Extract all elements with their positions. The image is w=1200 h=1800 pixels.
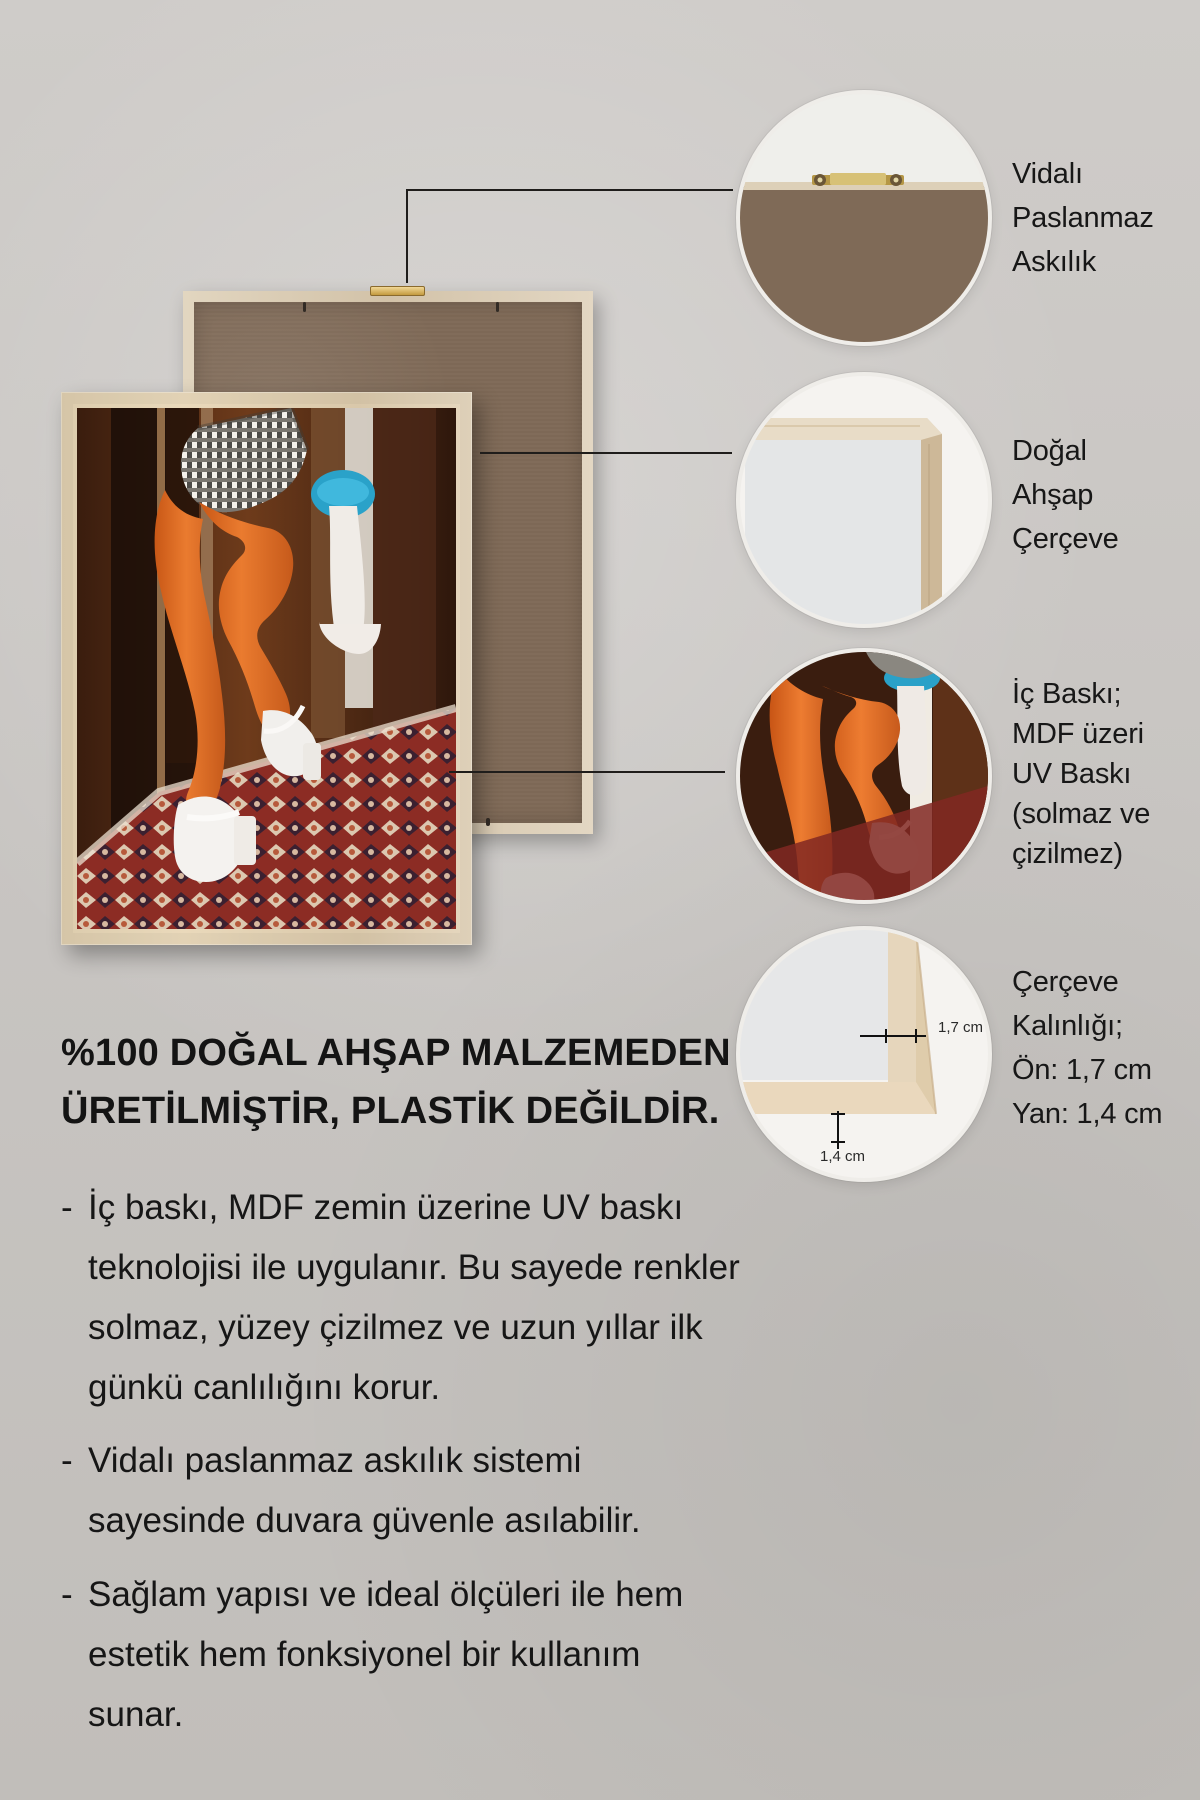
hanger-label-line-3: Askılık xyxy=(1012,246,1096,278)
print-label-line-5: çizilmez) xyxy=(1012,838,1123,870)
headline-line-1: %100 DOĞAL AHŞAP MALZEMEDEN xyxy=(61,1032,731,1074)
bullet-3-text xyxy=(88,1565,771,1745)
thickness-label-line-4: Yan: 1,4 cm xyxy=(1012,1098,1163,1130)
hanger-label xyxy=(1012,152,1154,284)
print-label-line-3: UV Baskı xyxy=(1012,758,1132,790)
wood-label-line-1: Doğal xyxy=(1012,435,1087,467)
bullet-1-dash: - xyxy=(61,1188,73,1227)
back-clip-right xyxy=(496,302,499,312)
wood-detail-circle xyxy=(736,372,992,628)
back-clip-lower-left xyxy=(486,818,490,826)
hanger-label-line-2: Paslanmaz xyxy=(1012,202,1154,234)
headline-line-2: ÜRETİLMİŞTİR, PLASTİK DEĞİLDİR. xyxy=(61,1090,720,1132)
hanger-detail-circle xyxy=(736,90,992,346)
bullet-1 xyxy=(61,1178,771,1418)
bullet-3-line-2: estetik hem fonksiyonel bir kullanım xyxy=(88,1635,641,1674)
thickness-label-line-2: Kalınlığı; xyxy=(1012,1010,1123,1042)
print-label-line-4: (solmaz ve xyxy=(1012,798,1151,830)
bullet-1-line-4: günkü canlılığını korur. xyxy=(88,1368,441,1407)
callout-line-hanger-horizontal xyxy=(406,189,733,191)
print-label-line-2: MDF üzeri xyxy=(1012,718,1144,750)
frame-front-view xyxy=(61,392,472,945)
front-thickness-measure: 1,7 cm xyxy=(938,1019,984,1036)
thickness-detail-circle xyxy=(736,926,992,1182)
print-detail-image xyxy=(740,652,988,900)
wood-detail-image xyxy=(740,376,988,624)
print-label xyxy=(1012,674,1150,874)
artwork-illustration xyxy=(77,408,456,929)
bullet-1-line-2: teknolojisi ile uygulanır. Bu sayede renkler xyxy=(88,1248,740,1287)
hanger-label-line-1: Vidalı xyxy=(1012,158,1083,190)
callout-line-wood xyxy=(480,452,732,454)
bullet-3-line-1: Sağlam yapısı ve ideal ölçüleri ile hem xyxy=(88,1575,684,1614)
bullet-3-line-3: sunar. xyxy=(88,1695,184,1734)
bullet-2-dash: - xyxy=(61,1441,73,1480)
bullet-3 xyxy=(61,1565,771,1745)
print-label-line-1: İç Baskı; xyxy=(1012,678,1122,710)
thickness-detail-image xyxy=(740,930,988,1178)
bullet-3-dash: - xyxy=(61,1575,73,1614)
hanger-detail-image xyxy=(740,94,988,342)
bullet-1-line-3: solmaz, yüzey çizilmez ve uzun yıllar ilk xyxy=(88,1308,703,1347)
headline xyxy=(61,1024,731,1140)
wood-label xyxy=(1012,429,1119,561)
side-thickness-measure: 1,4 cm xyxy=(820,1148,866,1165)
wood-label-line-3: Çerçeve xyxy=(1012,523,1119,555)
back-clip-left xyxy=(303,302,306,312)
bullet-1-text xyxy=(88,1178,771,1418)
print-detail-circle xyxy=(736,648,992,904)
wood-label-line-2: Ahşap xyxy=(1012,479,1094,511)
hanger-hardware xyxy=(370,286,425,296)
thickness-label-line-3: Ön: 1,7 cm xyxy=(1012,1054,1152,1086)
callout-line-print xyxy=(449,771,725,773)
bullet-1-line-1: İç baskı, MDF zemin üzerine UV baskı xyxy=(88,1188,684,1227)
bullet-2-line-1: Vidalı paslanmaz askılık sistemi xyxy=(88,1441,582,1480)
bullet-2-line-2: sayesinde duvara güvenle asılabilir. xyxy=(88,1501,641,1540)
callout-line-hanger-vertical xyxy=(406,189,408,283)
legs-artwork xyxy=(77,408,456,929)
bullet-2-text xyxy=(88,1431,771,1551)
thickness-label xyxy=(1012,960,1162,1136)
thickness-label-line-1: Çerçeve xyxy=(1012,966,1119,998)
bullet-2 xyxy=(61,1431,771,1551)
